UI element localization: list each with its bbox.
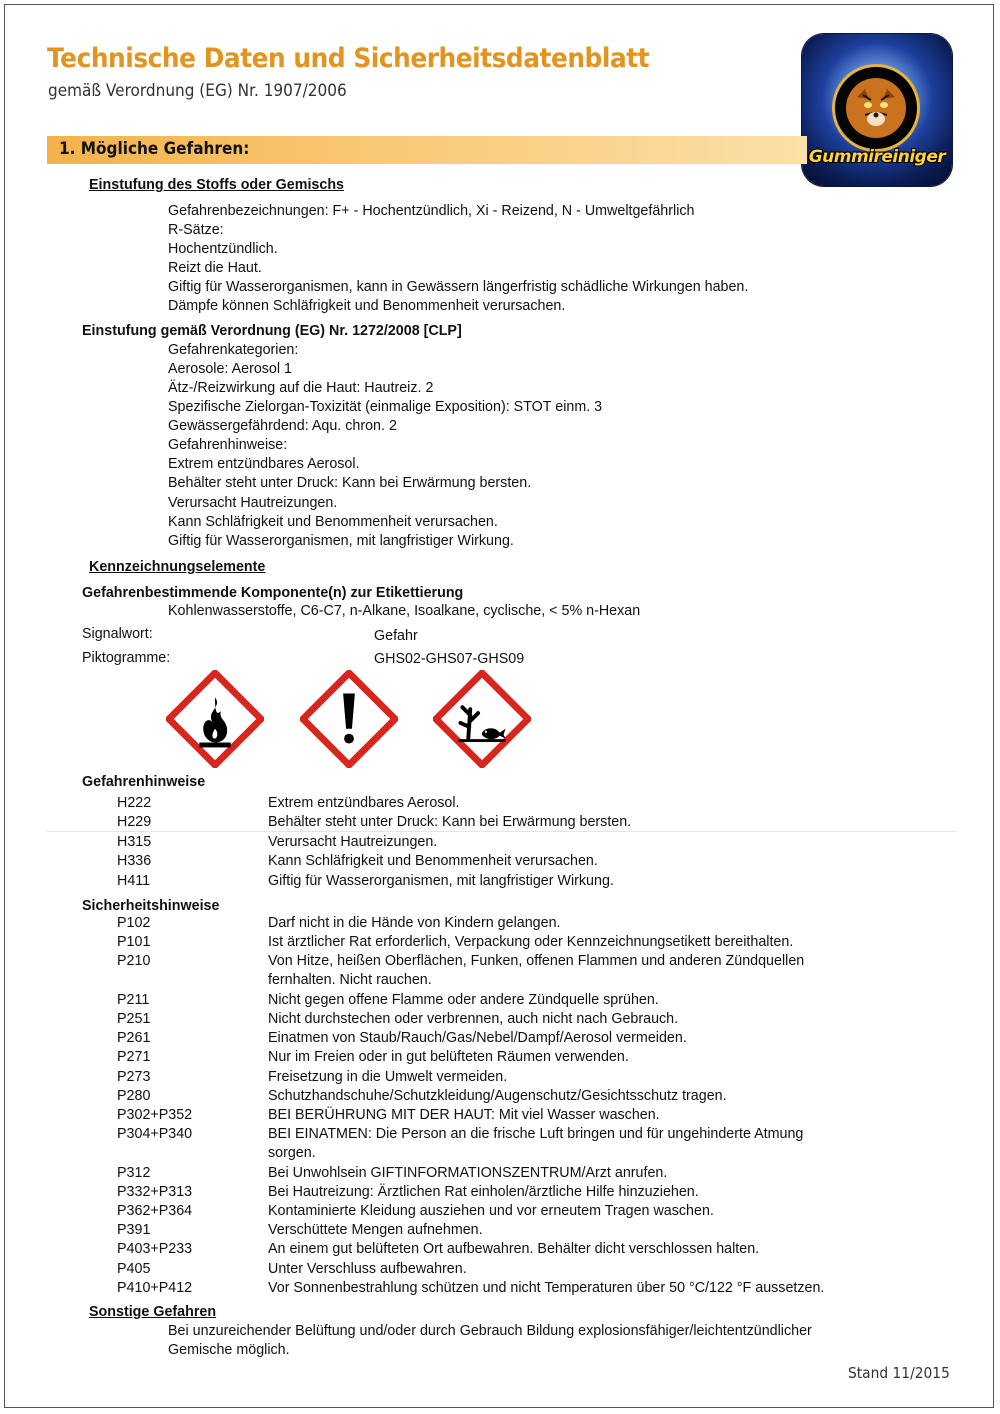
einstufung-heading: Einstufung des Stoffs oder Gemischs [89,177,344,193]
statement-code: P280 [117,1087,151,1104]
statement-text: Von Hitze, heißen Oberflächen, Funken, offenen Flammen und anderen Zündquellen [268,953,805,970]
statement-code: P102 [117,915,151,931]
statement-text: BEI BERÜHRUNG MIT DER HAUT: Mit viel Wasser waschen. [268,1107,660,1123]
statement-text: Verschüttete Mengen aufnehmen. [268,1222,483,1239]
gefahrenhinweise-heading: Gefahrenhinweise [82,774,206,790]
exclamation-mark-icon [300,670,398,768]
logo-text: Gummireiniger [808,147,946,167]
statement-text: Nicht durchstechen oder verbrennen, auch nicht nach Gebrauch. [268,1011,679,1027]
clp-line: Spezifische Zielorgan-Toxizität (einmalige Exposition): STOT einm. 3 [168,399,603,415]
statement-code: H229 [117,814,152,831]
statement-text: Kann Schläfrigkeit und Benommenheit verursachen. [268,853,598,870]
logo-emblem [832,64,920,152]
brand-logo [802,34,952,186]
statement-text-continued: sorgen. [268,1145,316,1162]
statement-code: H315 [117,833,152,850]
statement-text: Bei Hautreizung: Ärztlichen Rat einholen/ärztliche Hilfe hinzuziehen. [268,1183,699,1200]
document-subtitle: gemäß Verordnung (EG) Nr. 1907/2006 [48,81,347,101]
statement-text: Vor Sonnenbestrahlung schützen und nicht Temperaturen über 50 °C/122 °F aussetzen. [268,1279,825,1296]
statement-code: P332+P313 [117,1183,193,1200]
statement-code: P410+P412 [117,1279,193,1296]
clp-line: Verursacht Hautreizungen. [168,495,338,511]
statement-code: P101 [117,934,151,951]
sonstige-line: Gemische möglich. [168,1342,290,1358]
document-title: Technische Daten und Sicherheitsdatenblatt [47,43,650,74]
statement-text: Bei Unwohlsein GIFTINFORMATIONSZENTRUM/Arzt anrufen. [268,1164,668,1181]
clp-line: Ätz-/Reizwirkung auf die Haut: Hautreiz. 2 [168,380,434,396]
statement-text: Ist ärztlicher Rat erforderlich, Verpackung oder Kennzeichnungsetikett bereithalten. [268,934,794,951]
statement-code: P261 [117,1030,151,1047]
statement-code: P210 [117,953,151,970]
statement-text-continued: fernhalten. Nicht rauchen. [268,972,432,989]
statement-text: Verursacht Hautreizungen. [268,833,438,850]
clp-line: Kann Schläfrigkeit und Benommenheit verursachen. [168,514,498,530]
statement-code: P251 [117,1011,151,1027]
section-title: 1. Mögliche Gefahren: [59,139,250,159]
sonstige-heading: Sonstige Gefahren [89,1304,217,1320]
statement-code: P391 [117,1222,151,1239]
tiger-icon [835,67,917,149]
sicherheitshinweise-heading: Sicherheitshinweise [82,898,220,914]
einstufung-line: Dämpfe können Schläfrigkeit und Benommenheit verursachen. [168,298,566,314]
clp-heading: Einstufung gemäß Verordnung (EG) Nr. 1272/2008 [CLP] [82,323,462,339]
statement-text: Kontaminierte Kleidung ausziehen und vor erneutem Tragen waschen. [268,1203,714,1219]
statement-code: H411 [117,872,151,889]
statement-code: P302+P352 [117,1107,193,1123]
statement-code: P304+P340 [117,1126,193,1143]
einstufung-line: Hochentzündlich. [168,241,278,257]
clp-line: Behälter steht unter Druck: Kann bei Erwärmung bersten. [168,475,532,491]
einstufung-line: Giftig für Wasserorganismen, kann in Gewässern längerfristig schädliche Wirkungen haben. [168,279,749,295]
section-header-bar [47,136,807,164]
signalwort-value: Gefahr [374,628,418,644]
statement-code: P211 [117,991,150,1008]
komponente-text: Kohlenwasserstoffe, C6-C7, n-Alkane, Isoalkane, cyclische, < 5% n-Hexan [168,603,641,619]
einstufung-line: Reizt die Haut. [168,260,262,276]
statement-code: P403+P233 [117,1241,193,1258]
signalwort-label: Signalwort: [82,626,153,642]
divider-line [47,831,957,832]
statement-code: H336 [117,853,152,870]
statement-text: An einem gut belüfteten Ort aufbewahren. Behälter dicht verschlossen halten. [268,1241,760,1258]
statement-text: Darf nicht in die Hände von Kindern gelangen. [268,915,561,931]
piktogramme-label: Piktogramme: [82,650,171,666]
statement-code: H222 [117,795,152,811]
einstufung-line: R-Sätze: [168,222,224,238]
clp-line: Gefahrenkategorien: [168,342,299,358]
statement-text: Nicht gegen offene Flamme oder andere Zündquelle sprühen. [268,991,659,1008]
clp-line: Aerosole: Aerosol 1 [168,361,292,377]
sonstige-line: Bei unzureichender Belüftung und/oder durch Gebrauch Bildung explosionsfähiger/leichtentzündlicher [168,1323,812,1339]
statement-text: Freisetzung in die Umwelt vermeiden. [268,1068,508,1085]
statement-text: Giftig für Wasserorganismen, mit langfristiger Wirkung. [268,872,614,889]
stand-date: Stand 11/2015 [848,1364,950,1382]
clp-line: Gewässergefährdend: Aqu. chron. 2 [168,418,397,434]
statement-text: Nur im Freien oder in gut belüfteten Räumen verwenden. [268,1049,629,1066]
komponente-heading: Gefahrenbestimmende Komponente(n) zur Etikettierung [82,585,464,601]
statement-code: P271 [117,1049,151,1066]
statement-text: BEI EINATMEN: Die Person an die frische Luft bringen und für ungehinderte Atmung [268,1126,804,1143]
statement-text: Unter Verschluss aufbewahren. [268,1260,467,1277]
einstufung-line: Gefahrenbezeichnungen: F+ - Hochentzündlich, Xi - Reizend, N - Umweltgefährlich [168,203,695,219]
statement-text: Einatmen von Staub/Rauch/Gas/Nebel/Dampf/Aerosol vermeiden. [268,1030,687,1047]
statement-code: P362+P364 [117,1203,193,1219]
piktogramme-value: GHS02-GHS07-GHS09 [374,651,525,667]
statement-code: P312 [117,1164,151,1181]
statement-text: Behälter steht unter Druck: Kann bei Erwärmung bersten. [268,814,632,831]
clp-line: Giftig für Wasserorganismen, mit langfristiger Wirkung. [168,533,514,549]
statement-text: Extrem entzündbares Aerosol. [268,795,460,811]
statement-code: P405 [117,1260,151,1277]
statement-code: P273 [117,1068,151,1085]
clp-line: Gefahrenhinweise: [168,437,288,453]
environment-icon [433,670,531,768]
statement-text: Schutzhandschuhe/Schutzkleidung/Augenschutz/Gesichtsschutz tragen. [268,1087,727,1104]
kennzeichnung-heading: Kennzeichnungselemente [89,559,266,575]
clp-line: Extrem entzündbares Aerosol. [168,456,360,472]
flame-icon [166,670,264,768]
